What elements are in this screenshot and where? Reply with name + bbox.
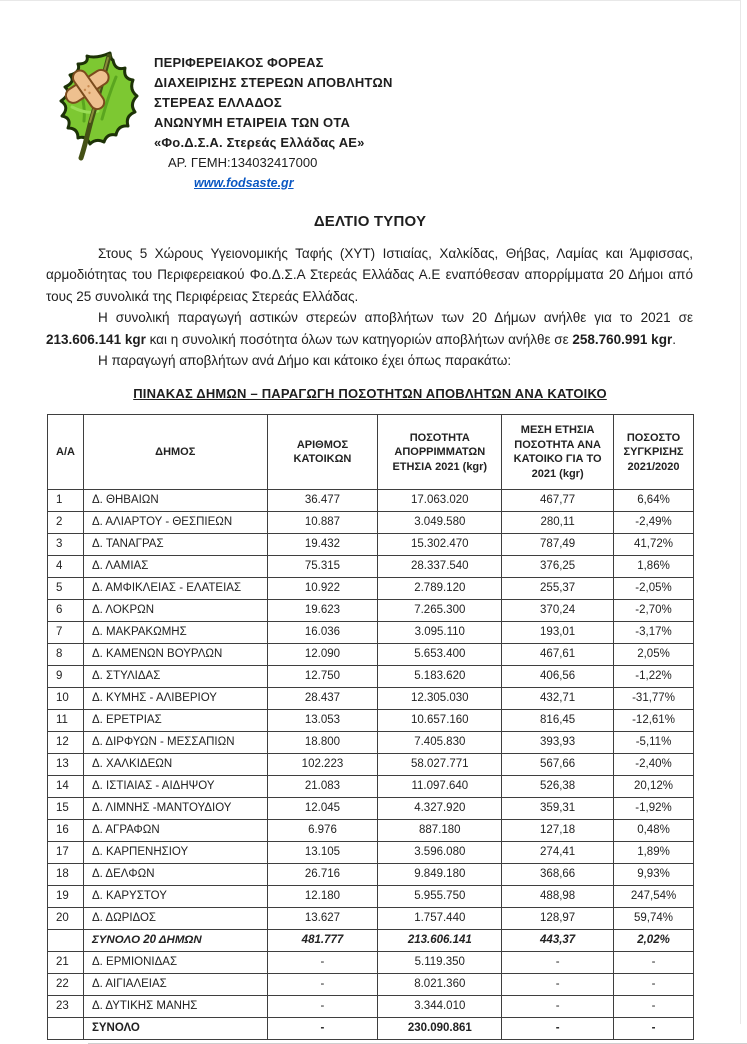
cell-quantity: 3.344.010 xyxy=(378,996,502,1018)
table-row xyxy=(48,600,694,622)
header-index: Α/Α xyxy=(48,415,84,490)
cell-per-capita: 193,01 xyxy=(502,622,614,644)
cell-quantity: 28.337.540 xyxy=(378,556,502,578)
table-row xyxy=(48,534,694,556)
cell-per-capita: 467,61 xyxy=(502,644,614,666)
cell-comparison: 1,86% xyxy=(614,556,694,578)
cell-municipality: Δ. ΚΑΡΠΕΝΗΣΙΟΥ xyxy=(83,842,267,864)
table-total-row xyxy=(48,930,694,952)
cell-comparison: - xyxy=(614,996,694,1018)
cell-municipality: ΣΥΝΟΛΟ 20 ΔΗΜΩΝ xyxy=(83,930,267,952)
cell-index: 22 xyxy=(48,974,84,996)
cell-per-capita: 376,25 xyxy=(502,556,614,578)
cell-per-capita: 368,66 xyxy=(502,864,614,886)
table-row xyxy=(48,622,694,644)
cell-residents: 6.976 xyxy=(267,820,378,842)
cell-municipality: Δ. ΑΛΙΑΡΤΟΥ - ΘΕΣΠΙΕΩΝ xyxy=(83,512,267,534)
paragraph-3-text: Η παραγωγή αποβλήτων ανά Δήμο και κάτοικο έχει όπως παρακάτω: xyxy=(98,353,512,369)
cell-municipality: Δ. ΑΙΓΙΑΛΕΙΑΣ xyxy=(83,974,267,996)
cell-municipality: Δ. ΛΙΜΝΗΣ -ΜΑΝΤΟΥΔΙΟΥ xyxy=(83,798,267,820)
cell-index: 10 xyxy=(48,688,84,710)
cell-index: 11 xyxy=(48,710,84,732)
cell-municipality: Δ. ΤΑΝΑΓΡΑΣ xyxy=(83,534,267,556)
cell-residents: 28.437 xyxy=(267,688,378,710)
cell-quantity: 4.327.920 xyxy=(378,798,502,820)
municipalities-table xyxy=(47,414,694,1044)
cell-municipality: Δ. ΑΜΦΙΚΛΕΙΑΣ - ΕΛΑΤΕΙΑΣ xyxy=(83,578,267,600)
paragraph-1 xyxy=(46,243,693,307)
table-row xyxy=(48,864,694,886)
table-row xyxy=(48,710,694,732)
cell-comparison: 2,02% xyxy=(614,930,694,952)
cell-residents: 13.627 xyxy=(267,908,378,930)
cell-index: 20 xyxy=(48,908,84,930)
table-title: ΠΙΝΑΚΑΣ ΔΗΜΩΝ – ΠΑΡΑΓΩΓΗ ΠΟΣΟΤΗΤΩΝ ΑΠΟΒΛΗΤΩΝ ΑΝΑ ΚΑΤΟΙΚΟ xyxy=(133,386,607,402)
cell-quantity: 3.596.080 xyxy=(378,842,502,864)
table-row xyxy=(48,908,694,930)
gemi-registration-number: ΑΡ. ΓΕΜΗ:134032417000 xyxy=(168,155,318,170)
header-per-capita: ΜΕΣΗ ΕΤΗΣΙΑ ΠΟΣΟΤΗΤΑ ΑΝΑ ΚΑΤΟΙΚΟ ΓΙΑ ΤΟ 2021 (kgr) xyxy=(502,415,614,490)
cell-per-capita: 787,49 xyxy=(502,534,614,556)
cell-quantity: 58.027.771 xyxy=(378,754,502,776)
header-municipality: ΔΗΜΟΣ xyxy=(83,415,267,490)
cell-comparison: 6,64% xyxy=(614,490,694,512)
cell-quantity: 11.097.640 xyxy=(378,776,502,798)
cell-municipality: Δ. ΔΥΤΙΚΗΣ ΜΑΝΗΣ xyxy=(83,996,267,1018)
cell-municipality: Δ. ΚΥΜΗΣ - ΑΛΙΒΕΡΙΟΥ xyxy=(83,688,267,710)
org-name-line: ΔΙΑΧΕΙΡΙΣΗΣ ΣΤΕΡΕΩΝ ΑΠΟΒΛΗΤΩΝ xyxy=(154,75,393,90)
letterhead xyxy=(46,49,740,193)
paragraph-2-text: . xyxy=(672,331,676,347)
cell-per-capita: 406,56 xyxy=(502,666,614,688)
cell-comparison: - xyxy=(614,952,694,974)
table-row xyxy=(48,666,694,688)
cell-per-capita: - xyxy=(502,952,614,974)
cell-municipality: Δ. ΔΙΡΦΥΩΝ - ΜΕΣΣΑΠΙΩΝ xyxy=(83,732,267,754)
paragraph-1-text: Στους 5 Χώρους Υγειονομικής Ταφής (ΧΥΤ) Ιστιαίας, Χαλκίδας, Θήβας, Λαμίας και Άμφισσας, αρμοδιότητας του Περιφερειακού Φο.Δ.Σ.Α Στερεάς Ελλάδας Α.Ε εναπόθεσαν απορρίμματα 20 Δήμοι από τους 25 συνολικά της Περιφέρειας Στερεάς Ελλάδας. xyxy=(46,246,693,304)
cell-comparison: -12,61% xyxy=(614,710,694,732)
cell-per-capita: 128,97 xyxy=(502,908,614,930)
cell-quantity: 17.063.020 xyxy=(378,490,502,512)
cell-index: 19 xyxy=(48,886,84,908)
cell-municipality: Δ. ΣΤΥΛΙΔΑΣ xyxy=(83,666,267,688)
cell-residents: - xyxy=(267,974,378,996)
cell-comparison: 59,74% xyxy=(614,908,694,930)
cell-index: 21 xyxy=(48,952,84,974)
cell-comparison: 9,93% xyxy=(614,864,694,886)
cell-per-capita: 816,45 xyxy=(502,710,614,732)
cell-per-capita: 393,93 xyxy=(502,732,614,754)
cell-index xyxy=(48,1018,84,1040)
cell-quantity: 887.180 xyxy=(378,820,502,842)
cell-quantity: 10.657.160 xyxy=(378,710,502,732)
cell-municipality: Δ. ΧΑΛΚΙΔΕΩΝ xyxy=(83,754,267,776)
cell-residents: 19.432 xyxy=(267,534,378,556)
table-row xyxy=(48,688,694,710)
cell-per-capita: 443,37 xyxy=(502,930,614,952)
cell-comparison: 247,54% xyxy=(614,886,694,908)
cell-municipality: Δ. ΕΡΜΙΟΝΙΔΑΣ xyxy=(83,952,267,974)
cell-residents: 12.090 xyxy=(267,644,378,666)
cell-municipality: Δ. ΛΑΜΙΑΣ xyxy=(83,556,267,578)
cell-index: 6 xyxy=(48,600,84,622)
table-row xyxy=(48,490,694,512)
cell-residents: 18.800 xyxy=(267,732,378,754)
cell-comparison: 0,48% xyxy=(614,820,694,842)
cell-municipality: Δ. ΜΑΚΡΑΚΩΜΗΣ xyxy=(83,622,267,644)
cell-comparison: -2,70% xyxy=(614,600,694,622)
cell-index: 16 xyxy=(48,820,84,842)
cell-quantity: 9.849.180 xyxy=(378,864,502,886)
cell-municipality: Δ. ΛΟΚΡΩΝ xyxy=(83,600,267,622)
cell-comparison: -1,22% xyxy=(614,666,694,688)
municipalities-table-body xyxy=(48,490,694,1040)
header-annual-quantity: ΠΟΣΟΤΗΤΑ ΑΠΟΡΡΙΜΜΑΤΩΝ ΕΤΗΣΙΑ 2021 (kgr) xyxy=(378,415,502,490)
cell-index: 13 xyxy=(48,754,84,776)
cell-per-capita: - xyxy=(502,996,614,1018)
cell-comparison: 20,12% xyxy=(614,776,694,798)
cell-index: 8 xyxy=(48,644,84,666)
cell-municipality: ΣΥΝΟΛΟ xyxy=(83,1018,267,1040)
cell-index: 23 xyxy=(48,996,84,1018)
cell-per-capita: 526,38 xyxy=(502,776,614,798)
table-row xyxy=(48,820,694,842)
cell-comparison: -2,49% xyxy=(614,512,694,534)
cell-index xyxy=(48,930,84,952)
org-name-line: ΣΤΕΡΕΑΣ ΕΛΛΑΔΟΣ xyxy=(154,95,282,110)
table-row xyxy=(48,952,694,974)
header-residents: ΑΡΙΘΜΟΣ ΚΑΤΟΙΚΩΝ xyxy=(267,415,378,490)
paragraph-3 xyxy=(46,350,693,371)
cell-index: 7 xyxy=(48,622,84,644)
cell-quantity: 7.405.830 xyxy=(378,732,502,754)
cell-quantity: 3.049.580 xyxy=(378,512,502,534)
cell-residents: 16.036 xyxy=(267,622,378,644)
organization-logo xyxy=(46,49,144,161)
cell-per-capita: 280,11 xyxy=(502,512,614,534)
cell-index: 3 xyxy=(48,534,84,556)
cell-municipality: Δ. ΘΗΒΑΙΩΝ xyxy=(83,490,267,512)
cell-residents: 36.477 xyxy=(267,490,378,512)
total-msw-2021-value: 213.606.141 kgr xyxy=(46,331,146,347)
cell-quantity: 15.302.470 xyxy=(378,534,502,556)
cell-quantity: 230.090.861 xyxy=(378,1018,502,1040)
table-row xyxy=(48,512,694,534)
table-row xyxy=(48,798,694,820)
cell-residents: 75.315 xyxy=(267,556,378,578)
cell-per-capita: 359,31 xyxy=(502,798,614,820)
cell-quantity: 5.119.350 xyxy=(378,952,502,974)
cell-quantity: 1.757.440 xyxy=(378,908,502,930)
cell-residents: 10.887 xyxy=(267,512,378,534)
cell-municipality: Δ. ΚΑΜΕΝΩΝ ΒΟΥΡΛΩΝ xyxy=(83,644,267,666)
cell-comparison: - xyxy=(614,974,694,996)
paragraph-2-text: Η συνολική παραγωγή αστικών στερεών αποβλήτων των 20 Δήμων ανήλθε για το 2021 σε xyxy=(98,310,693,326)
cell-index: 1 xyxy=(48,490,84,512)
cell-residents: 13.105 xyxy=(267,842,378,864)
header-comparison: ΠΟΣΟΣΤΟ ΣΥΓΚΡΙΣΗΣ 2021/2020 xyxy=(614,415,694,490)
paragraph-2-text: και η συνολική ποσότητα όλων των κατηγοριών αποβλήτων ανήλθε σε xyxy=(145,331,573,347)
table-row xyxy=(48,974,694,996)
document-title: ΔΕΛΤΙΟ ΤΥΠΟΥ xyxy=(313,213,427,230)
cell-municipality: Δ. ΑΓΡΑΦΩΝ xyxy=(83,820,267,842)
cell-quantity: 2.789.120 xyxy=(378,578,502,600)
cell-quantity: 5.183.620 xyxy=(378,666,502,688)
cell-index: 2 xyxy=(48,512,84,534)
cell-comparison: - xyxy=(614,1018,694,1040)
cell-per-capita: - xyxy=(502,974,614,996)
cell-residents: 10.922 xyxy=(267,578,378,600)
cell-per-capita: 274,41 xyxy=(502,842,614,864)
table-row xyxy=(48,556,694,578)
cell-residents: 19.623 xyxy=(267,600,378,622)
cell-quantity: 7.265.300 xyxy=(378,600,502,622)
table-row xyxy=(48,644,694,666)
cell-index: 15 xyxy=(48,798,84,820)
cell-residents: 13.053 xyxy=(267,710,378,732)
cell-residents: 12.750 xyxy=(267,666,378,688)
cell-per-capita: - xyxy=(502,1018,614,1040)
website-link[interactable]: www.fodsaste.gr xyxy=(194,176,294,190)
cell-index: 9 xyxy=(48,666,84,688)
cell-comparison: -2,05% xyxy=(614,578,694,600)
cell-residents: 21.083 xyxy=(267,776,378,798)
cell-per-capita: 567,66 xyxy=(502,754,614,776)
table-row xyxy=(48,886,694,908)
organization-text-block xyxy=(154,53,393,193)
org-name-line: ΑΝΩΝΥΜΗ ΕΤΑΙΡΕΙΑ ΤΩΝ ΟΤΑ xyxy=(154,115,351,130)
cell-quantity: 5.653.400 xyxy=(378,644,502,666)
cell-index: 4 xyxy=(48,556,84,578)
table-row xyxy=(48,996,694,1018)
table-row xyxy=(48,842,694,864)
body-text xyxy=(46,243,693,371)
table-row xyxy=(48,776,694,798)
table-total-row xyxy=(48,1018,694,1040)
cell-municipality: Δ. ΕΡΕΤΡΙΑΣ xyxy=(83,710,267,732)
cell-index: 14 xyxy=(48,776,84,798)
cell-comparison: -2,40% xyxy=(614,754,694,776)
org-name-line: ΠΕΡΙΦΕΡΕΙΑΚΟΣ ΦΟΡΕΑΣ xyxy=(154,55,324,70)
cell-residents: 102.223 xyxy=(267,754,378,776)
cell-quantity: 213.606.141 xyxy=(378,930,502,952)
cell-comparison: 41,72% xyxy=(614,534,694,556)
cell-quantity: 3.095.110 xyxy=(378,622,502,644)
cell-municipality: Δ. ΙΣΤΙΑΙΑΣ - ΑΙΔΗΨΟΥ xyxy=(83,776,267,798)
cell-residents: - xyxy=(267,1018,378,1040)
table-row xyxy=(48,578,694,600)
table-header-row xyxy=(48,415,694,490)
cell-per-capita: 488,98 xyxy=(502,886,614,908)
cell-index: 18 xyxy=(48,864,84,886)
cell-comparison: 2,05% xyxy=(614,644,694,666)
cell-comparison: -5,11% xyxy=(614,732,694,754)
cell-residents: 481.777 xyxy=(267,930,378,952)
cell-per-capita: 432,71 xyxy=(502,688,614,710)
cell-comparison: -3,17% xyxy=(614,622,694,644)
cell-municipality: Δ. ΔΩΡΙΔΟΣ xyxy=(83,908,267,930)
cell-comparison: -31,77% xyxy=(614,688,694,710)
cell-per-capita: 370,24 xyxy=(502,600,614,622)
cell-residents: - xyxy=(267,952,378,974)
cell-municipality: Δ. ΚΑΡΥΣΤΟΥ xyxy=(83,886,267,908)
cell-per-capita: 255,37 xyxy=(502,578,614,600)
cell-comparison: -1,92% xyxy=(614,798,694,820)
cell-index: 12 xyxy=(48,732,84,754)
cell-index: 17 xyxy=(48,842,84,864)
table-row xyxy=(48,754,694,776)
cell-comparison: 1,89% xyxy=(614,842,694,864)
cell-quantity: 5.955.750 xyxy=(378,886,502,908)
cell-quantity: 8.021.360 xyxy=(378,974,502,996)
cell-residents: 12.045 xyxy=(267,798,378,820)
cell-residents: - xyxy=(267,996,378,1018)
cell-per-capita: 467,77 xyxy=(502,490,614,512)
leaf-bandage-icon xyxy=(46,49,144,161)
cell-municipality: Δ. ΔΕΛΦΩΝ xyxy=(83,864,267,886)
total-all-waste-value: 258.760.991 kgr xyxy=(572,331,673,347)
cell-residents: 26.716 xyxy=(267,864,378,886)
table-row xyxy=(48,732,694,754)
cell-per-capita: 127,18 xyxy=(502,820,614,842)
org-short-name: «Φο.Δ.Σ.Α. Στερεάς Ελλάδας ΑΕ» xyxy=(154,135,365,150)
cell-residents: 12.180 xyxy=(267,886,378,908)
paragraph-2 xyxy=(46,307,693,350)
cell-quantity: 12.305.030 xyxy=(378,688,502,710)
cell-index: 5 xyxy=(48,578,84,600)
